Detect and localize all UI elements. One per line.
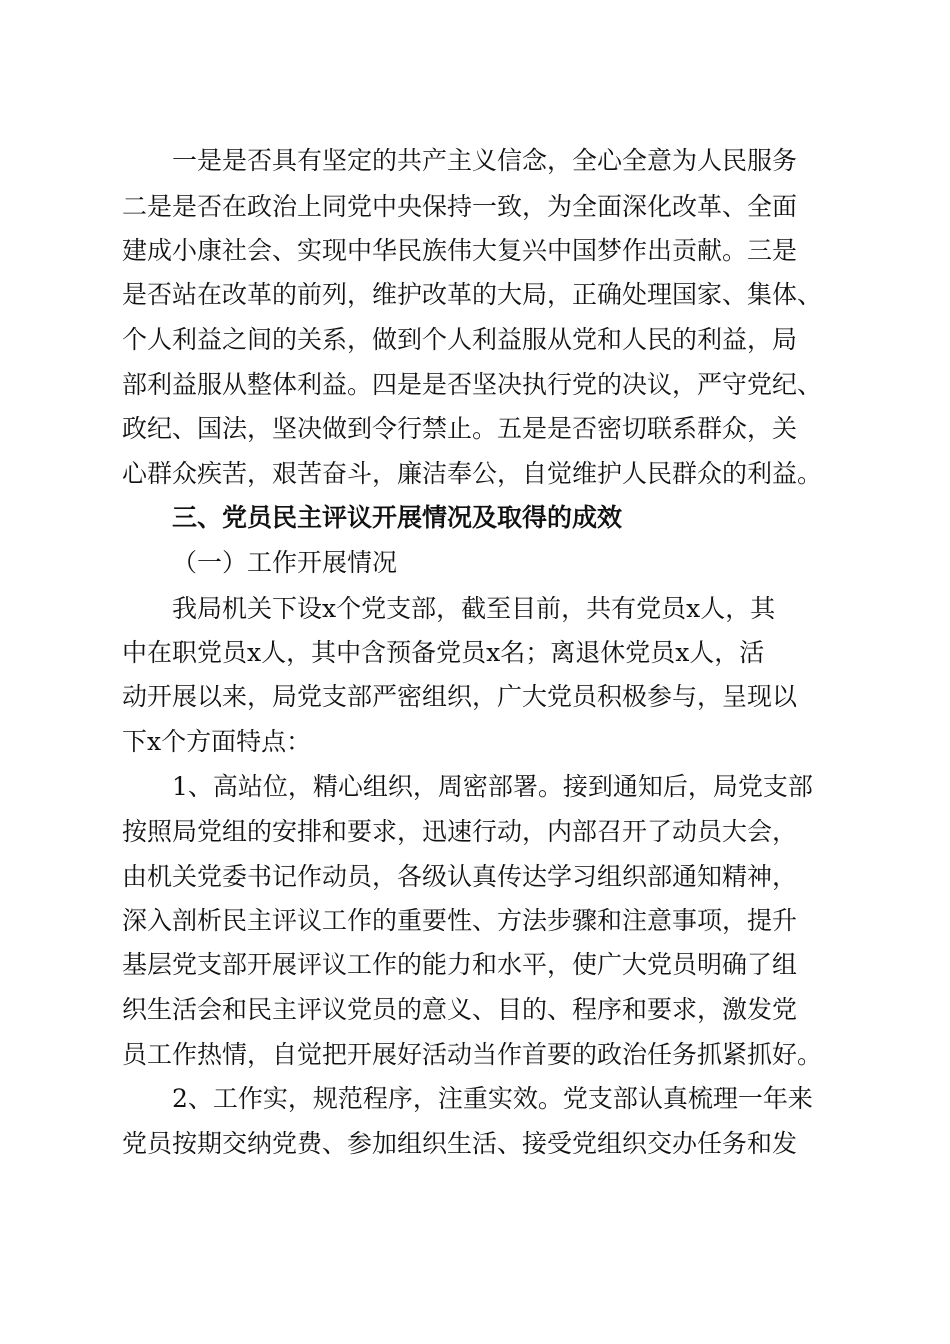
paragraph-line: 二是是否在政治上同党中央保持一致，为全面深化改革、全面 bbox=[122, 192, 798, 221]
paragraph-line: 深入剖析民主评议工作的重要性、方法步骤和注意事项，提升 bbox=[122, 906, 798, 935]
paragraph-line: 个人利益之间的关系，做到个人利益服从党和人民的利益，局 bbox=[122, 325, 798, 354]
paragraph-line: 员工作热情，自觉把开展好活动当作首要的政治任务抓紧抓好。 bbox=[122, 1040, 823, 1069]
subsection-heading: （一）工作开展情况 bbox=[172, 548, 398, 577]
paragraph-line: 部利益服从整体利益。四是是否坚决执行党的决议，严守党纪、 bbox=[122, 370, 823, 399]
paragraph-line: 2、工作实，规范程序，注重实效。党支部认真梳理一年来 bbox=[172, 1084, 813, 1113]
paragraph-line: 基层党支部开展评议工作的能力和水平，使广大党员明确了组 bbox=[122, 950, 798, 979]
paragraph-line: 一是是否具有坚定的共产主义信念，全心全意为人民服务 bbox=[172, 146, 798, 175]
paragraph-line: 织生活会和民主评议党员的意义、目的、程序和要求，激发党 bbox=[122, 995, 798, 1024]
paragraph-line: 我局机关下设x个党支部，截至目前，共有党员x人，其 bbox=[172, 594, 776, 623]
paragraph-line: 按照局党组的安排和要求，迅速行动，内部召开了动员大会， bbox=[122, 817, 798, 846]
paragraph-line: 下x个方面特点： bbox=[122, 727, 312, 756]
paragraph-line: 建成小康社会、实现中华民族伟大复兴中国梦作出贡献。三是 bbox=[122, 236, 798, 265]
section-heading: 三、党员民主评议开展情况及取得的成效 bbox=[172, 503, 623, 532]
paragraph-line: 政纪、国法，坚决做到令行禁止。五是是否密切联系群众，关 bbox=[122, 414, 798, 443]
paragraph-line: 党员按期交纳党费、参加组织生活、接受党组织交办任务和发 bbox=[122, 1129, 798, 1158]
paragraph-line: 是否站在改革的前列，维护改革的大局，正确处理国家、集体、 bbox=[122, 280, 823, 309]
paragraph-line: 由机关党委书记作动员，各级认真传达学习组织部通知精神， bbox=[122, 862, 798, 891]
paragraph-line: 心群众疾苦，艰苦奋斗，廉洁奉公，自觉维护人民群众的利益。 bbox=[122, 459, 823, 488]
paragraph-line: 1、高站位，精心组织，周密部署。接到通知后，局党支部 bbox=[172, 772, 813, 801]
paragraph-line: 中在职党员x人，其中含预备党员x名；离退休党员x人，活 bbox=[122, 638, 765, 667]
paragraph-line: 动开展以来，局党支部严密组织，广大党员积极参与，呈现以 bbox=[122, 682, 798, 711]
